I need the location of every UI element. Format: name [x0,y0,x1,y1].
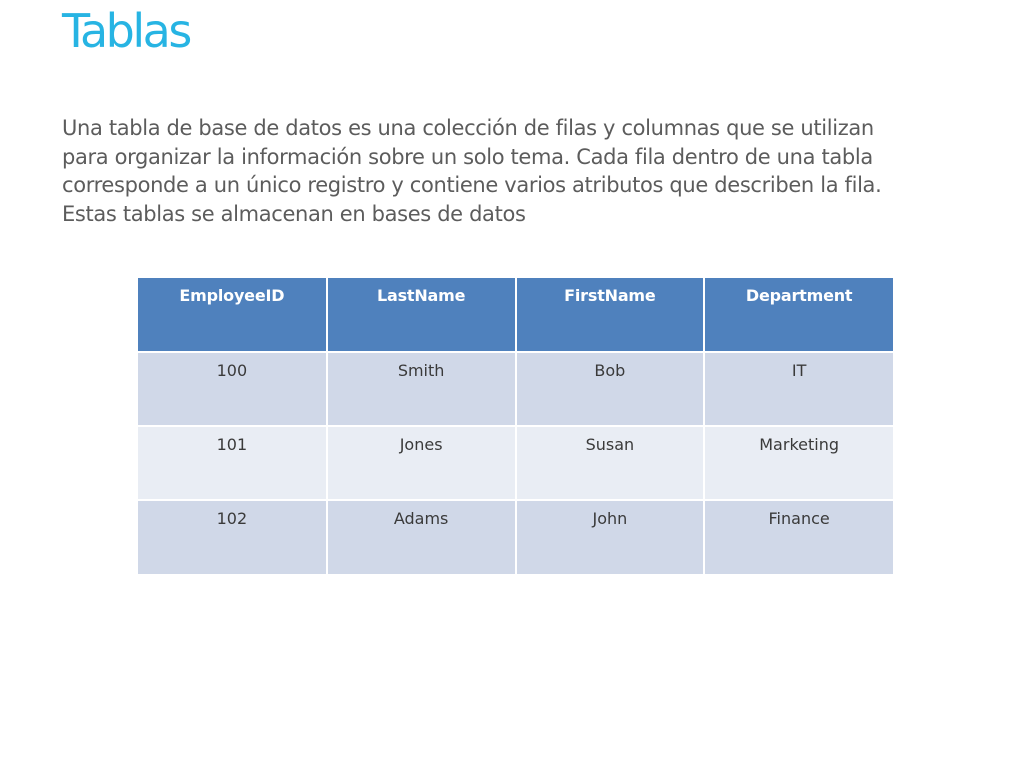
table-row [138,352,893,426]
body-paragraph: Estas tablas se almacenan en bases de datos [62,201,526,226]
table-cell: Adams [327,500,516,574]
table-cell: John [516,500,705,574]
body-paragraph: Una tabla de base de datos es una colección de filas y columnas que se utilizan para organizar la información sobre un solo tema. Cada fila dentro de una tabla corresponde a un único registro y contiene varios atributos que describen la fila. [62,116,882,197]
column-header-department: Department [704,278,893,352]
column-header-employeeid: EmployeeID [138,278,327,352]
table-header-row [138,278,893,352]
employee-table-container [138,278,893,574]
slide-title: Tablas [62,4,190,58]
table-cell: Bob [516,352,705,426]
table-row [138,500,893,574]
table-cell: Marketing [704,426,893,500]
table-row [138,426,893,500]
table-cell: Jones [327,426,516,500]
table-cell: Finance [704,500,893,574]
table-cell: IT [704,352,893,426]
employee-table [138,278,893,574]
table-cell: Smith [327,352,516,426]
slide-body-text [62,114,922,228]
table-cell: 101 [138,426,327,500]
table-cell: 102 [138,500,327,574]
table-cell: 100 [138,352,327,426]
column-header-firstname: FirstName [516,278,705,352]
table-cell: Susan [516,426,705,500]
column-header-lastname: LastName [327,278,516,352]
